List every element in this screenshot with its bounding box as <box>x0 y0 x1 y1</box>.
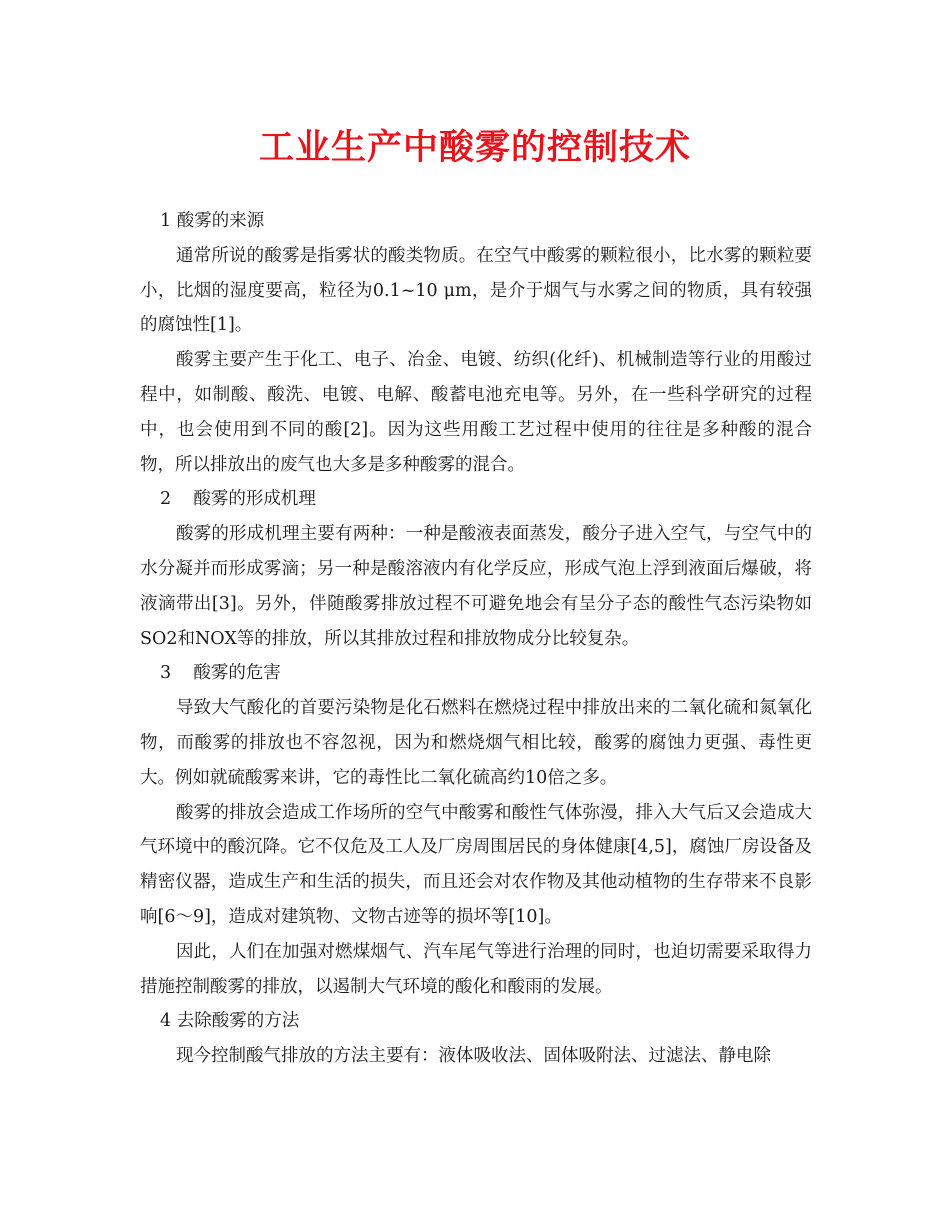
section-heading-3: 3 酸雾的危害 <box>160 663 281 684</box>
paragraph-1: 通常所说的酸雾是指雾状的酸类物质。在空气中酸雾的颗粒很小，比水雾的颗粒要小，比烟的湿度要高，粒径为0.1~10 μm，是介于烟气与水雾之间的物质，具有较强的腐蚀性[1]。 <box>140 245 812 336</box>
paragraph-2: 酸雾主要产生于化工、电子、冶金、电镀、纺织(化纤)、机械制造等行业的用酸过程中，如制酸、酸洗、电镀、电解、酸蓄电池充电等。另外，在一些科学研究的过程中，也会使用到不同的酸[2]。因为这些用酸工艺过程中使用的往往是多种酸的混合物，所以排放出的废气也大多是多种酸雾的混合。 <box>140 350 812 475</box>
section-heading-4: 4 去除酸雾的方法 <box>160 1011 300 1032</box>
paragraph-4: 导致大气酸化的首要污染物是化石燃料在燃烧过程中排放出来的二氧化硫和氮氧化物，而酸雾的排放也不容忽视，因为和燃烧烟气相比较，酸雾的腐蚀力更强、毒性更大。例如就硫酸雾来讲，它的毒性比二氧化硫高约10倍之多。 <box>140 698 812 788</box>
section-heading-2: 2 酸雾的形成机理 <box>160 489 316 510</box>
paragraph-7: 现今控制酸气排放的方法主要有：液体吸收法、固体吸附法、过滤法、静电除 <box>176 1046 771 1067</box>
paragraph-6: 因此，人们在加强对燃煤烟气、汽车尾气等进行治理的同时，也迫切需要采取得力措施控制酸雾的排放，以遏制大气环境的酸化和酸雨的发展。 <box>140 941 812 997</box>
document-title: 工业生产中酸雾的控制技术 <box>258 127 691 168</box>
document-body <box>140 204 812 1074</box>
paragraph-3: 酸雾的形成机理主要有两种：一种是酸液表面蒸发，酸分子进入空气，与空气中的水分凝并而形成雾滴；另一种是酸溶液内有化学反应，形成气泡上浮到液面后爆破，将液滴带出[3]。另外，伴随酸雾排放过程不可避免地会有呈分子态的酸性气态污染物如SO2和NOX等的排放，所以其排放过程和排放物成分比较复杂。 <box>140 524 812 649</box>
paragraph-5: 酸雾的排放会造成工作场所的空气中酸雾和酸性气体弥漫，排入大气后又会造成大气环境中的酸沉降。它不仅危及工人及厂房周围居民的身体健康[4,5]，腐蚀厂房设备及精密仪器，造成生产和生活的损失，而且还会对农作物及其他动植物的生存带来不良影响[6～9]，造成对建筑物、文物古迹等的损坏等[10]。 <box>140 802 812 927</box>
section-heading-1: 1 酸雾的来源 <box>160 211 265 231</box>
